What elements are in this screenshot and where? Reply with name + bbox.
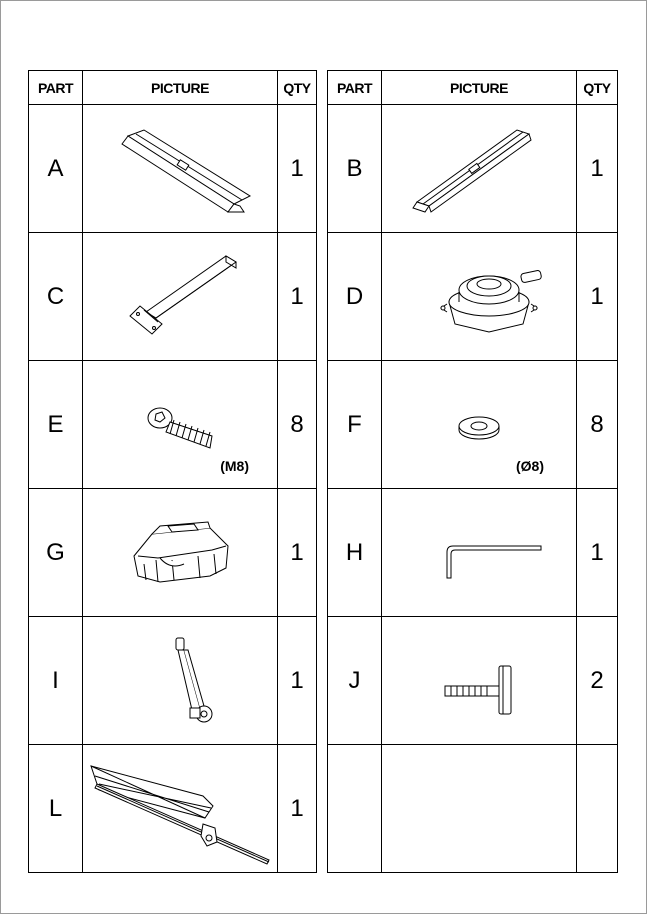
part-picture <box>83 105 278 233</box>
rail-a-icon <box>100 114 260 224</box>
washer-size-label: (Ø8) <box>516 458 544 474</box>
part-letter: I <box>29 617 83 745</box>
part-picture <box>382 617 577 745</box>
qty-header: QTY <box>577 71 618 105</box>
parts-table-left <box>28 70 317 873</box>
part-picture <box>83 489 278 617</box>
part-qty: 1 <box>278 489 317 617</box>
part-row <box>29 489 317 617</box>
part-qty: 1 <box>278 105 317 233</box>
part-qty: 1 <box>577 233 618 361</box>
part-picture <box>83 617 278 745</box>
part-picture <box>382 361 577 489</box>
part-letter: A <box>29 105 83 233</box>
crank-handle-icon <box>100 626 260 736</box>
part-qty: 1 <box>278 233 317 361</box>
part-letter: E <box>29 361 83 489</box>
picture-header: PICTURE <box>382 71 577 105</box>
part-row <box>328 361 618 489</box>
part-letter: G <box>29 489 83 617</box>
pole-bracket-icon <box>100 242 260 352</box>
part-qty: 1 <box>577 489 618 617</box>
thumb-screw-icon <box>399 626 559 736</box>
part-picture <box>83 361 278 489</box>
part-picture <box>382 233 577 361</box>
picture-header: PICTURE <box>83 71 278 105</box>
part-qty: 8 <box>278 361 317 489</box>
part-picture <box>83 233 278 361</box>
part-row <box>328 617 618 745</box>
part-row <box>29 361 317 489</box>
part-row <box>328 233 618 361</box>
part-qty: 1 <box>577 105 618 233</box>
part-header: PART <box>29 71 83 105</box>
part-qty: 8 <box>577 361 618 489</box>
part-row <box>29 745 317 873</box>
part-letter: F <box>328 361 382 489</box>
part-letter: C <box>29 233 83 361</box>
rotating-base-icon <box>399 242 559 352</box>
part-row <box>328 105 618 233</box>
umbrella-canopy-icon <box>85 750 275 868</box>
header-row <box>328 71 618 105</box>
part-letter: B <box>328 105 382 233</box>
part-letter: J <box>328 617 382 745</box>
part-letter: H <box>328 489 382 617</box>
part-row <box>29 617 317 745</box>
parts-table-right <box>327 70 618 873</box>
rail-b-icon <box>399 114 559 224</box>
part-letter <box>328 745 382 873</box>
allen-key-icon <box>399 498 559 608</box>
part-row <box>29 105 317 233</box>
part-row <box>29 233 317 361</box>
base-cap-icon <box>100 498 260 608</box>
part-header: PART <box>328 71 382 105</box>
part-picture <box>83 745 278 873</box>
header-row <box>29 71 317 105</box>
bolt-size-label: (M8) <box>220 458 249 474</box>
qty-header: QTY <box>278 71 317 105</box>
part-qty <box>577 745 618 873</box>
part-letter: D <box>328 233 382 361</box>
part-qty: 2 <box>577 617 618 745</box>
part-qty: 1 <box>278 617 317 745</box>
part-picture <box>382 745 577 873</box>
part-row <box>328 745 618 873</box>
part-picture <box>382 105 577 233</box>
part-qty: 1 <box>278 745 317 873</box>
part-picture <box>382 489 577 617</box>
part-letter: L <box>29 745 83 873</box>
part-row <box>328 489 618 617</box>
